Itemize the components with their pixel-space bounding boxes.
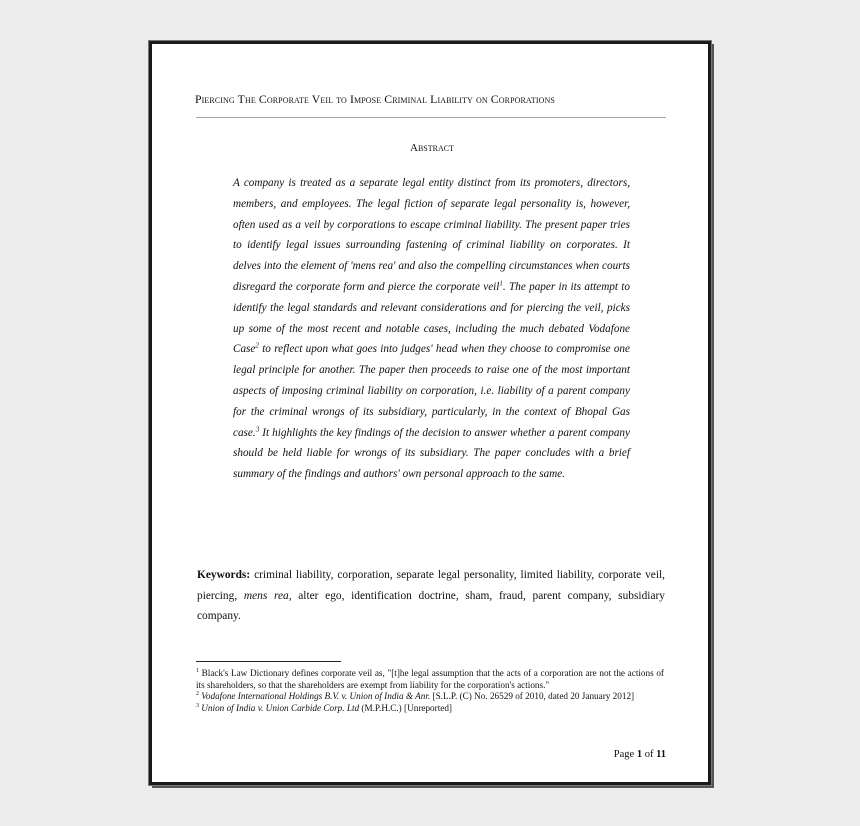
- footnote-3: [196, 703, 664, 715]
- abstract-text: [233, 173, 630, 485]
- footnote-2: [196, 691, 664, 703]
- page-current: 1: [636, 749, 643, 760]
- footnote-number: 3: [196, 702, 199, 709]
- page-prefix: Page: [613, 749, 637, 760]
- keywords-italic: mens rea: [243, 589, 289, 602]
- footnote-text: Black's Law Dictionary defines corporate veil as, "[t]he legal assumption that the acts of a corporation are not the actions of its shareholders, so that the shareholders are exempt from liability for the corporation's actions.": [196, 668, 664, 690]
- footnote-number: 2: [196, 691, 199, 698]
- footnote-ref-2[interactable]: 2: [255, 341, 259, 350]
- footnote-case-name: Union of India v. Union Carbide Corp. Ltd: [199, 702, 360, 713]
- footnote-text: (M.P.H.C.) [Unreported]: [359, 702, 452, 713]
- footnote-case-name: Vodafone International Holdings B.V. v. Union of India & Anr.: [199, 691, 431, 702]
- keywords-text-2: , alter ego, identification doctrine, sham, fraud, parent company, subsidiary company.: [197, 589, 666, 622]
- paper-title: Piercing The Corporate Veil to Impose Criminal Liability on Corporations: [195, 92, 555, 106]
- footnote-separator: [196, 661, 341, 662]
- abstract-part-2: . The paper in its attempt to identify the legal standards and relevant considerations and for piercing the veil, picks up some of the most recent and notable cases, including the much debated Vodafone Case: [233, 280, 630, 356]
- keywords-label: Keywords:: [197, 569, 251, 581]
- title-underline: [196, 117, 666, 118]
- abstract-part-1: A company is treated as a separate legal entity distinct from its promoters, directors, members, and employees. The legal fiction of separate legal personality is, however, often used as a veil by corporations to escape criminal liability. The present paper tries to identify legal issues surrounding fastening of criminal liability on corporates. It delves into the element of 'mens rea' and also the compelling circumstances when courts disregard the corporate form and pierce the corporate veil: [233, 177, 630, 293]
- page-number: [614, 749, 666, 760]
- document-page: [149, 41, 711, 785]
- keywords-text-1: criminal liability, corporation, separate legal personality, limited liability, corporate veil, piercing,: [197, 569, 665, 602]
- page-total: 11: [656, 749, 666, 760]
- footnote-number: 1: [196, 667, 199, 674]
- footnote-ref-3[interactable]: 3: [255, 424, 260, 433]
- footnote-1: [196, 668, 664, 691]
- abstract-heading: Abstract: [410, 142, 454, 154]
- abstract-part-3: to reflect upon what goes into judges' head when they choose to compromise one legal principle for another. The paper then proceeds to raise one of the most important aspects of imposing criminal liability on corporation, i.e. liability of a parent company for the criminal wrongs of its subsidiary, particularly, in the context of Bhopal Gas case.: [233, 343, 630, 439]
- page-of: of: [642, 749, 657, 760]
- footnote-text: [S.L.P. (C) No. 26529 of 2010, dated 20 January 2012]: [430, 691, 635, 702]
- footnotes: [196, 668, 664, 714]
- abstract-part-4: It highlights the key findings of the decision to answer whether a parent company should be held liable for wrongs of its subsidiary. The paper concludes with a brief summary of the findings and authors' own personal approach to the same.: [233, 426, 630, 481]
- keywords-paragraph: [197, 565, 665, 627]
- footnote-ref-1[interactable]: 1: [499, 279, 503, 288]
